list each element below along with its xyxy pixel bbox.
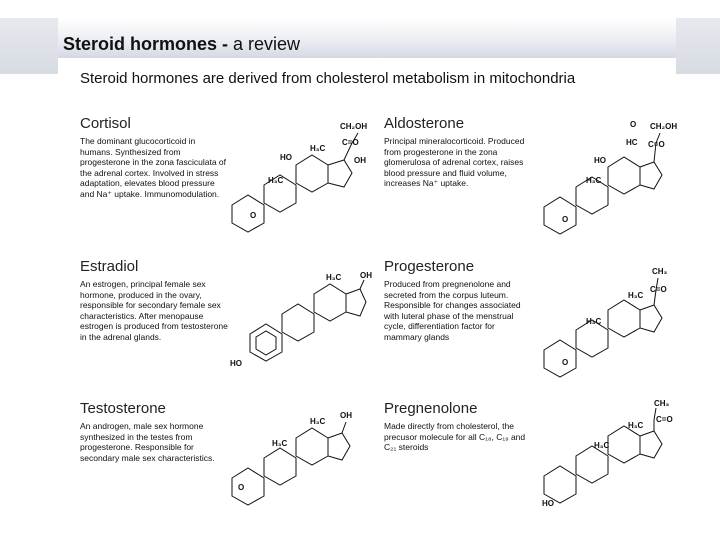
testosterone-o: O — [238, 483, 245, 492]
progesterone-o: O — [562, 358, 569, 367]
hormone-description: Principal mineralocorticoid. Produced from progesterone in the zona glomerulosa of adrenal cortex, raises blood pressure and fluid volume, increases Na⁺ uptake. — [384, 136, 525, 189]
aldosterone-h3c: H₃C — [586, 176, 602, 185]
hormone-name: Testosterone — [80, 400, 166, 417]
aldosterone-ketone: C=O — [648, 140, 665, 149]
testosterone-oh: OH — [340, 411, 352, 420]
progesterone-ketone: C=O — [650, 285, 667, 294]
hormone-name: Cortisol — [80, 115, 131, 132]
hormone-card-testosterone — [80, 400, 370, 530]
pregnenolone-h3c-lower: H₃C — [594, 441, 610, 450]
hormone-card-estradiol — [80, 258, 370, 388]
progesterone-structure — [534, 258, 674, 373]
aldosterone-o: O — [562, 215, 569, 224]
aldosterone-ald-o: O — [630, 120, 637, 129]
hormone-card-progesterone — [384, 258, 674, 388]
hormone-card-aldosterone — [384, 115, 678, 245]
aldosterone-ho: HO — [594, 156, 606, 165]
pregnenolone-ketone: C=O — [656, 415, 673, 424]
right-decor-band — [676, 18, 720, 74]
hormone-name: Aldosterone — [384, 115, 465, 132]
aldosterone-structure — [534, 115, 678, 230]
left-decor-band — [0, 18, 58, 74]
title-bar — [58, 18, 676, 58]
progesterone-h3c-lower: H₃C — [586, 317, 602, 326]
testosterone-h3c-upper: H₃C — [310, 417, 326, 426]
aldosterone-ald-c: HC — [626, 138, 638, 147]
slide-title — [63, 34, 300, 55]
hormone-card-pregnenolone — [384, 400, 674, 530]
hormone-description: Produced from pregnenolone and secreted from the corpus luteum. Responsible for changes associated with luteral phase of the menstrual cycle, differentiation factor for mammary glands — [384, 279, 521, 342]
cortisol-oh: OH — [354, 156, 366, 165]
hormone-name: Progesterone — [384, 258, 475, 275]
slide — [58, 18, 676, 522]
cortisol-ch2oh: CH₂OH — [340, 122, 368, 131]
cortisol-ho: HO — [280, 153, 292, 162]
progesterone-h3c-upper: H₃C — [628, 291, 644, 300]
hormone-description: The dominant glucocorticoid in humans. Synthesized from progesterone in the zona fasciculata of the adrenal cortex. Involved in stress adaptation, elevates blood pressure and Na⁺ uptake. Immunomodulation. — [80, 136, 227, 199]
slide-subtitle: Steroid hormones are derived from cholesterol metabolism in mitochondria — [80, 70, 576, 87]
slide-title-bold: Steroid hormones - — [63, 34, 229, 54]
estradiol-oh: OH — [360, 271, 372, 280]
testosterone-structure — [230, 400, 370, 515]
pregnenolone-structure — [534, 400, 674, 515]
slide-title-rest: a review — [228, 34, 301, 54]
estradiol-h3c: H₃C — [326, 273, 342, 282]
pregnenolone-ho: HO — [542, 499, 554, 508]
cortisol-h3c-lower: H₃C — [268, 176, 284, 185]
hormone-description: An estrogen, principal female sex hormone, produced in the ovary, responsible for secondary female sex characteristics. After menopause estrogen is produced from testosterone in the adrenal glands. — [80, 279, 228, 342]
estradiol-structure — [230, 258, 370, 373]
hormone-description: Made directly from cholesterol, the precusor molecule for all C₁₈, C₁₉ and C₂₁ steroids — [384, 421, 526, 453]
hormone-name: Estradiol — [80, 258, 139, 275]
hormone-name: Pregnenolone — [384, 400, 478, 417]
pregnenolone-ch3: CH₃ — [654, 399, 670, 408]
estradiol-ho: HO — [230, 359, 242, 368]
aldosterone-ch2oh: CH₂OH — [650, 122, 678, 131]
hormone-description: An androgen, male sex hormone synthesized in the testes from progesterone. Responsible for secondary male sex characteristics. — [80, 421, 215, 463]
testosterone-h3c-lower: H₃C — [272, 439, 288, 448]
cortisol-ketone: C=O — [342, 138, 359, 147]
cortisol-o: O — [250, 211, 257, 220]
pregnenolone-h3c-upper: H₃C — [628, 421, 644, 430]
hormone-card-cortisol — [80, 115, 370, 245]
cortisol-h3c-upper: H₃C — [310, 144, 326, 153]
cortisol-structure — [230, 115, 370, 230]
progesterone-ch3: CH₃ — [652, 267, 668, 276]
